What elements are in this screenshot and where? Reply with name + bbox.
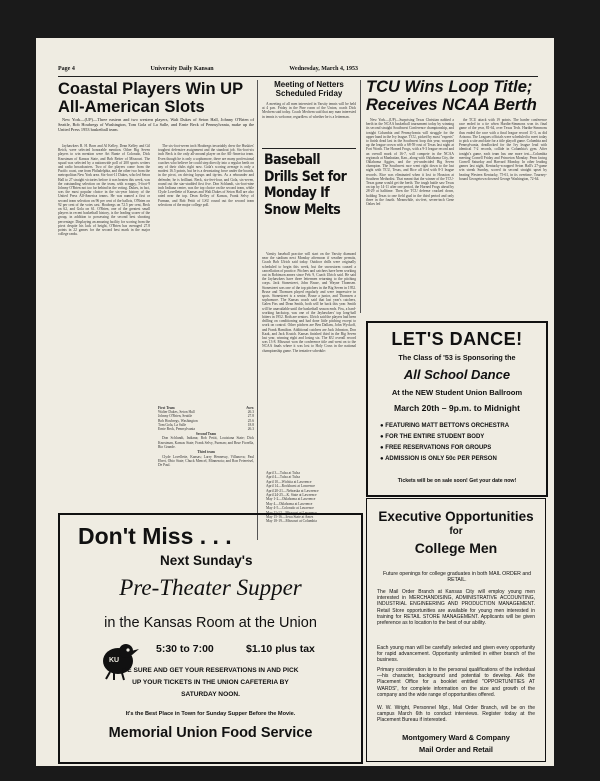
logo-ku-text: KU (109, 657, 120, 664)
dance-tickets: Tickets will be on sale soon! Get your date now! (397, 478, 517, 484)
drills-schedule: April 3—Tulsa at Tulsa April 4—Tulsa at Tulsa April 10—Wichita at Lawrence April 14—Rockhurst at Lawrence April 20-21—Nebraska at Lawrence April 24-25—K. State at Lawrence May 1-2—Oklahoma at Lawrence May 4—Oklahoma at Lawrence May 4-5—Colorado at Lawrence May 11-12—Missouri at Lawrence May 15-16—Iowa State at Ames May 18-19—Missouri at Columbia (266, 471, 319, 524)
drills-headline: Baseball Drills Set for Monday If Snow Melts (264, 152, 347, 218)
tcu-headline: TCU Wins Loop Title; Receives NCAA Berth (366, 78, 537, 114)
coastal-lead-text: New York—(UP)—Three eastern and two western players, Walt Dukes of Seton Hall, Johnny O'Brien of Seattle, Bob Houbregs of Washington, Tom Gola of La Salle, and Ernie Beck of Pennsylvania, make up the United Press 1953 basketball team. (58, 117, 254, 132)
second-team-text: Don Schlundt, Indiana; Bob Pettit, Louisiana State; Dick Knostman, Kansas State; Frank Selvy, Furman; and Brue Fiorella, Rio Grande. (158, 436, 254, 449)
tcu-col-1 (366, 118, 454, 312)
careers-for: for (449, 526, 463, 537)
netters-text: A meeting of all men interested in Varsity tennis will be held at 4 p.m. Friday in the Pine room of the Union, coach Dick Mechem said today. Coach Mechem said that any man interested in tennis is welcome, regardless of whether he is a letterman. (262, 102, 356, 119)
dance-title: LET'S DANCE! (391, 329, 523, 349)
first-team-title: First Team (158, 406, 175, 410)
column-rule (257, 80, 258, 540)
first-team-row: Tom Gola, La Salle 18.8 (158, 422, 254, 427)
dance-event: All School Dance (403, 367, 511, 382)
bullet-icon: ● (380, 423, 384, 429)
first-team-row: Johnny O'Brien, Seattle 27.8 (158, 414, 254, 419)
third-team-title: Third team (197, 450, 215, 455)
tcu-text-2: the TCU attack with 19 points. The harder conference race ended in a tie when Hardin-Simmons won its final game of the year, 81-64, over Texas Tech. Hardin-Simmons thus ended the race with a final league record 11-3, as did Arizona. The Leagues officials were scheduled to meet today to pick a site and date for a title playoff game. Columbia and Pennsylvania, deadlocked for the Ivy league lead with identical 7-2 records, collide in Columbia's gym. After tonight's game, each team has one more test—Columbia meeting Cornell Friday and Princeton Monday. Penn facing Cornell Saturday and Harvard Monday. In other leading games last night, Kentucky-scrapped Seton Hall's 27-game win streak Sunday, scored its second straight upset by beating Western Kentucky, 75-61, in its overtime. Tourney-bound Georgetown downed George Washington, 72-64. (459, 118, 547, 181)
dance-time: March 20th – 9p.m. to Midnight (393, 403, 521, 413)
careers-p2: Each young man will be carefully selected and given every opportunity for rapid advancement. Opportunity unlimited in either branch of the business. (377, 645, 535, 664)
careers-ad (366, 498, 546, 762)
careers-p3: Primary consideration is to the personal qualifications of the individual—his character, background and potential to develop. Ask the Placement Office for a booklet entitled "OPPORTUNITIES AT WARDS", for complete information on the size and growth of the company and the wide range of opportunities offered. (377, 667, 535, 698)
careers-title: Executive Opportunities (378, 509, 534, 524)
supper-reservation-1: BE SURE AND GET YOUR RESERVATIONS IN AND PICK (122, 667, 299, 674)
careers-p1: The Mail Order Branch at Kansas City will employ young men interested in MERCHANDISING, ADMINISTRATIVE ACCOUNTING, INDUSTRIAL ENGINEERING AND PRODUCTION MANAGEMENT. Retail Store opportunities are available for young men interested in training for RETAIL STORE MANAGEMENT. Applicants will be given preference as to location to the best of our ability. (377, 589, 535, 627)
netters-headline: Meeting of Netters Scheduled Friday (274, 80, 344, 98)
supper-time: 5:30 to 7:00 (156, 643, 214, 655)
first-team-row: Ernie Beck, Pennsylvania 26.3 (158, 427, 254, 432)
coastal-body-text: Jayhawkers B. H. Born and Al Kelley, Dean Kelley and Gil Reich, were selected honorable mention. Other Big Seven players to win mention were Art Bunte of Colorado, Dick Knostman of Kansas State, and Bob Reiter of Missouri. The squad was selected by a nationwide poll of 200 sports writers and radio broadcasters. Two of the players come from the Pacific coast, one from Philadelphia, and the other two from the metropolitan New York area. Six-foot-11 Dukes, who led Seton Hall to 27 straight victories before it was beaten this week, was the outstanding selection on the team, with scrappy, 5-foot-9 Johnny O'Brien not too far behind in the voting. Dukes, in fact, was the most popular choice in the six-year history of the United Press All-America teams. He was named a first or second team selection on 96 per cent of the ballots, O'Brien on 92 per cent of the votes cast. Houbregs on 72.5 per cent, Beck on 62, and Gola on 61. O'Brien, one of the greatest small players in recent basketball history, is the leading scorer of the group, in addition to possessing the second best shooting percentage. Displaying an amazing facility for scoring from the pivot despite his lack of height, O'Brien has averaged 27.8 points in 22 games for the second best mark in the major college ranks. (58, 144, 150, 237)
supper-room: in the Kansas Room at the Union (104, 615, 317, 631)
feature-item: ● FEATURING MATT BETTON'S ORCHESTRA (380, 423, 510, 429)
folio-rule (58, 76, 538, 77)
tcu-col-2 (459, 118, 547, 312)
careers-sign-company: Montgomery Ward & Company (402, 733, 510, 742)
column-rule (360, 80, 361, 313)
supper-sub: Next Sunday's (160, 553, 253, 568)
first-team-row: Bob Houbregs, Washington 25.6 (158, 418, 254, 423)
supper-ad (58, 513, 363, 764)
newspaper-page (36, 38, 554, 766)
careers-college-men: College Men (414, 540, 498, 556)
supper-footer: Memorial Union Food Service (108, 725, 313, 741)
bullet-icon: ● (380, 434, 384, 440)
bullet-icon: ● (380, 456, 384, 462)
supper-price: $1.10 plus tax (246, 643, 315, 655)
supper-script: Pre-Theater Supper (119, 575, 302, 600)
feature-item: ● FOR THE ENTIRE STUDENT BODY (380, 434, 485, 440)
avg-header: Aver. (246, 406, 254, 410)
feature-item: ● ADMISSION IS ONLY 50c PER PERSON (380, 456, 497, 462)
netters-story (262, 102, 356, 146)
bullet-icon: ● (380, 445, 384, 451)
coastal-body2-text: The six-foot-seven inch Houbregs invariably drew the Huskies' toughest defensive assignment and the standout job. Six-foot-six inch Beck is the only all-around player on the All-America team. Even though he is only a sophomore, there are many professional coaches who believe he could step directly into a regular berth on any of their clubs right now. Gola's scoring average is only a modest 16.5 points, but he is a devastating force under the boards, in the pivot, on driving layups and tip-ins. As a rebounder and defender, he is brilliant. Beck, six-feet-four, and Gola, six-seven, round out the star-studded first five. Don Schlundt, six-foot-nine inch Indiana center, was the top choice on the second team, while Clyde Lovellette of Kansas and Walt Dukes of Seton Hall are also rated near the top. Dean Kelley of Kansas, Frank Selvy of Furman, and Bob Pettit of LSU round out the second team selections of the major college poll. (158, 144, 254, 207)
jayhawk-logo (92, 639, 144, 681)
supper-title: Don't Miss . . . (78, 523, 232, 549)
dance-features (380, 421, 540, 465)
coastal-lead (58, 118, 254, 134)
coastal-headline: Coastal Players Win UP All-American Slots (58, 80, 243, 116)
supper-reservation-2: UP YOUR TICKETS IN THE UNION CAFETERIA BY (132, 679, 289, 686)
dance-venue: At the NEW Student Union Ballroom (391, 388, 523, 397)
story-divider (262, 148, 356, 149)
careers-sign-branch: Mail Order and Retail (419, 745, 493, 754)
feature-item: ● FREE RESERVATIONS FOR GROUPS (380, 445, 492, 451)
paper-name: University Daily Kansan (150, 66, 214, 72)
drills-text: Varsity baseball practice will start on the Varsity diamond near the stadium next Monday afternoon if weather permits, Coach Bob Ulrich said today. Outdoor drills were originally scheduled to begin this week, but the snowstorm caused a cancellation of practice. Pitchers and catchers have been working out in Robinson annex since Feb. 9, Coach Ulrich said. He said the Jayhawkers have three lettermen returning to the pitching corps. Jack Stonestreet, John Bruse, and Wayne Thomsen. Stonestreet was one of the top pitchers in the Big Seven in 1952. Bruse and Thomsen played regularly and were impressive in spots. Stonestreet is a senior, Bruse a junior, and Thomsen a sophomore. The Kansas coach said that last year's catchers, Galen Fiss and Dean Smith, both will be back this year. Smith will be unavailable until the basketball season ends. Fiss, a hard-working backstop, was one of the Jayhawkers' top long-ball hitters in 1952. Both are seniors. Ulrich said the players had been drilling on conditioning and had done little pitching except to work on control. Other pitchers are Ben Dallam, John Wyckoff, and Frank Hamilton. Additional catchers are Jack Johnston, Don Kaak, and Jack Krutch. Kansas finished third in the Big Seven last year, winning eight and losing six. The KU overall record was 13-8. Missouri won the conference title and went on to the NCAA finals where it was lost to Holy Cross in the national championship game. The tentative schedule: (262, 252, 356, 353)
careers-p4: W. W. Wright, Personnel Mgr., Mail Order Branch, will be on the campus March 6th to conduct interviews. Register today at the Placement Bureau if interested. (377, 705, 535, 724)
coastal-col-2 (158, 144, 254, 404)
page-folio (58, 66, 358, 72)
supper-tagline: It's the Best Place in Town for Sunday Supper Before the Movie. (125, 711, 296, 717)
first-team-row: Walter Dukes, Seton Hall 26.3 (158, 410, 254, 415)
issue-date: Wednesday, March 4, 1953 (289, 66, 358, 72)
dance-ad (366, 321, 548, 497)
drills-story (262, 252, 356, 470)
dance-sponsor: The Class of '53 is Sponsoring the (398, 353, 516, 362)
third-team-text: Clyde Lovellette, Kansas; Larry Hennessy, Villanova; Paul Ebert, Ohio State; Chuck Mencel, Minnesota; and Ron Feiereisel, De Paul. (158, 454, 254, 468)
careers-intro: Future openings for college graduates in both MAIL ORDER and RETAIL. (382, 571, 532, 583)
coastal-col-1 (58, 144, 150, 544)
tcu-text: New York—(UP)—Surprising Texas Christian nabbed a berth in the NCAA basketball tournament today by winning its second straight Southwest Conference championship, and tonight Columbia and Pennsylvania will struggle for the upper hand in the Ivy league. TCU, picked by most "experts" to finish dead last in the Southwest loop this year, wrapped up the league crown with a 68-59 rout of Texas last night at Fort Worth. The Horned Frogs, with a 9-3 league record and an overall mark of 16-7, will compete in the NCAA regionals at Manhattan, Kan., along with Oklahoma City, the Oklahoma Aggies, and the yet-undecided Big Seven champion. The Southwest race went right down to the last night with TCU, Texas, and Rice all tied with 8-3 league records. Rice was eliminated when it lost to Houston at Southern Methodist. That meant that the winner of the TCU-Texas game would get the berth. The tough battle saw Texas on top by 14-11 after one period, the Horned Frogs ahead by 28-29 at halftime. Then the TCU defense cracked down, holding Texas to one field goal in the third period and only three in the fourth. Meanwhile, six-feet, seven-inch Gene Oakes led (366, 118, 454, 207)
second-team-title: Second Team (195, 432, 217, 437)
page-number: Page 4 (58, 66, 75, 72)
supper-reservation-3: SATURDAY NOON. (181, 691, 240, 698)
